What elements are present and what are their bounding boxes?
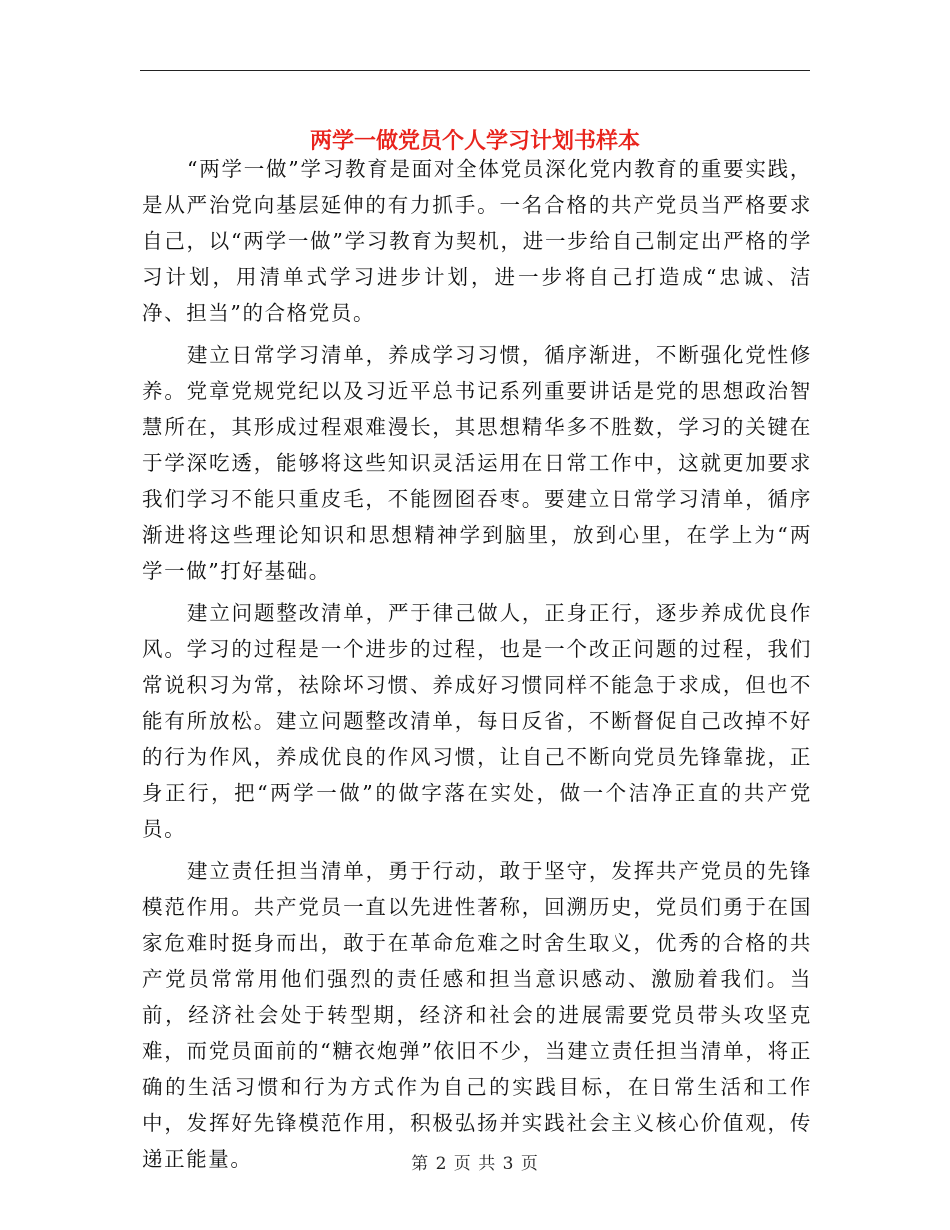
header-rule: [140, 70, 810, 71]
paragraph: 建立问题整改清单，严于律己做人，正身正行，逐步养成优良作风。学习的过程是一个进步的过程，也是一个改正问题的过程，我们常说积习为常，祛除坏习惯、养成好习惯同样不能急于求成，但也不能有所放松。建立问题整改清单，每日反省，不断督促自己改掉不好的行为作风，养成优良的作风习惯，让自己不断向党员先锋靠拢，正身正行，把“两学一做”的做字落在实处，做一个洁净正直的共产党员。: [142, 601, 812, 841]
paragraph: 建立责任担当清单，勇于行动，敢于坚守，发挥共产党员的先锋模范作用。共产党员一直以先进性著称，回溯历史，党员们勇于在国家危难时挺身而出，敢于在革命危难之时舍生取义，优秀的合格的共产党员常常用他们强烈的责任感和担当意识感动、激励着我们。当前，经济社会处于转型期，经济和社会的进展需要党员带头攻坚克难，而党员面前的“糖衣炮弹”依旧不少，当建立责任担当清单，将正确的生活习惯和行为方式作为自己的实践目标，在日常生活和工作中，发挥好先锋模范作用，积极弘扬并实践社会主义核心价值观，传递正能量。: [142, 859, 812, 1171]
paragraph: “两学一做”学习教育是面对全体党员深化党内教育的重要实践，是从严治党向基层延伸的有力抓手。一名合格的共产党员当严格要求自己，以“两学一做”学习教育为契机，进一步给自己制定出严格的学习计划，用清单式学习进步计划，进一步将自己打造成“忠诚、洁净、担当”的合格党员。: [142, 157, 812, 325]
paragraph: 建立日常学习清单，养成学习习惯，循序渐进，不断强化党性修养。党章党规党纪以及习近平总书记系列重要讲话是党的思想政治智慧所在，其形成过程艰难漫长，其思想精华多不胜数，学习的关键在于学深吃透，能够将这些知识灵活运用在日常工作中，这就更加要求我们学习不能只重皮毛，不能囫囵吞枣。要建立日常学习清单，循序渐进将这些理论知识和思想精神学到脑里，放到心里，在学上为“两学一做”打好基础。: [142, 343, 812, 583]
document-title: 两学一做党员个人学习计划书样本: [309, 128, 640, 154]
page-number: 第 2 页 共 3 页: [411, 1154, 539, 1174]
document-body: [142, 151, 812, 1183]
